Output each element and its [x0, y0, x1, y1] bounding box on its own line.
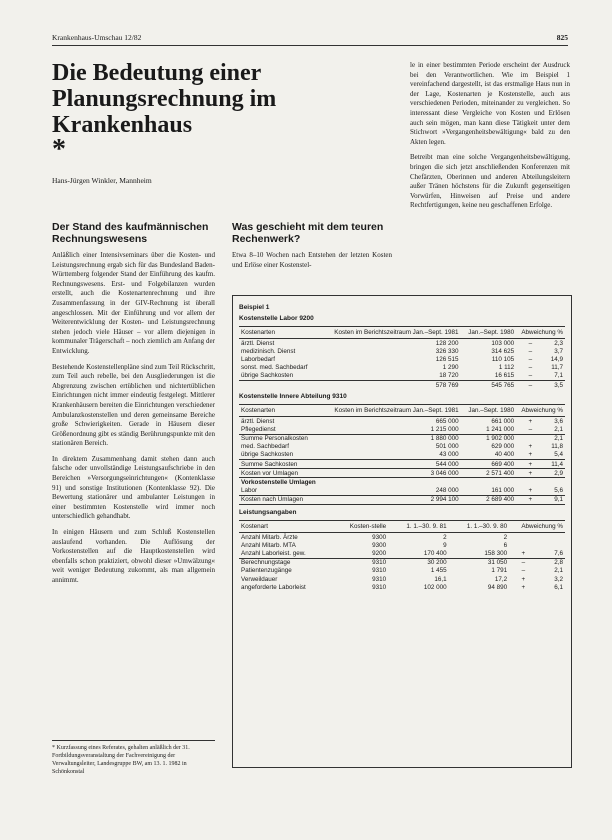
table-cell: 2,8	[527, 558, 565, 567]
table-cell: 43 000	[439, 451, 459, 459]
table-cell: +	[528, 417, 533, 425]
paragraph: In einigen Häusern und zum Schluß Kostenstellen auslaufend vorhanden. Die Auflösung der Vorkostenstellen auf die Hauptkostenstellen wird ebenfalls schon praktiziert, obwohl dieser »Umwälzung« weit weniger Bedeutung zukommt, als man allgemein annimmt.	[52, 528, 215, 584]
table-row: Vorkostenstelle Umlagen	[239, 478, 565, 487]
paragraph: In direktem Zusammenhang damit stehen dann auch falsche oder unvollständige Leistungsaufschriebe in den Bereichen »Versorgungseinrichtungen« (Kontenklasse 91) und sonstige Institutionen (Kontenklasse 92). Die Bewertung stationärer und ambulanter Leistungen in einer bestimmten Kostenstelle wird immer noch unterschiedlich gehandhabt.	[52, 454, 215, 521]
table-cell: 11,8	[551, 443, 563, 451]
table-cell: 110 105	[491, 355, 515, 363]
table-cell: angeforderte Laborleist	[241, 583, 306, 591]
running-header: Krankenhaus-Umschau 12/82	[52, 33, 142, 42]
page-number: 825	[556, 33, 568, 42]
table-cell: Anzahl Mitarb. Ärzte	[241, 533, 298, 541]
table-row: 578 769 545 765 – 3,5	[239, 380, 565, 389]
cost-table-innere	[239, 404, 565, 505]
table-cell: 2	[443, 533, 447, 541]
table-section-title: Leistungsangaben	[239, 509, 297, 516]
table-row	[239, 347, 565, 355]
table-cell: +	[521, 575, 526, 583]
footnote: * Kurzfassung eines Referates, gehalten anläßlich der 31. Fortbildungsveranstaltung der Fachvereinigung der Verwaltungsleiter, Landesgruppe BW, am 13. 1. 1982 in Schönkonstal	[52, 740, 215, 776]
table-cell	[509, 541, 527, 549]
table-cell: übrige Sachkosten	[241, 372, 294, 380]
table-cell: Anzahl Mitarb. MTA	[241, 541, 296, 549]
left-column	[52, 222, 215, 592]
table-cell: Verweildauer	[241, 575, 278, 583]
column-header: Abweichung %	[509, 521, 565, 533]
table-cell: 170 400	[423, 549, 447, 557]
table-cell: 3,2	[554, 575, 563, 583]
table-cell: 9300	[372, 533, 387, 541]
header-rule	[52, 45, 568, 46]
table-row	[239, 425, 565, 434]
table-cell: Berechnungstage	[239, 558, 333, 567]
cost-table-labor	[239, 326, 565, 389]
table-cell: 314 625	[491, 347, 515, 355]
table-cell: 661 000	[491, 417, 515, 425]
column-header: Kostenart	[239, 521, 333, 533]
table-cell: 102 000	[423, 583, 447, 591]
table-row: Kosten nach Umlagen 2 994 100 2 689 400 + 9,1	[241, 496, 563, 504]
table-title: Beispiel 1	[239, 304, 270, 311]
table-cell: 9310	[372, 575, 387, 583]
paragraph: Anläßlich einer Intensivseminars über die Kosten- und Leistungsrechnung ergab sich für das Bundesland Baden-Württemberg folgender Stand der Einführung des kaufm. Rechnungswesens. Erst- und Folgebilanzen wurden erstellt, auch die Kostenartenrechnung und ihre Zusammenfassung in der GIV-Rechnung ist überall angeschlossen. Mit der Einführung und vor allem der Weiterentwicklung der Kosten- und Leistungsrechnung stehen jedoch viele Häuser – vor allem diejenigen in kommunaler Trägerschaft – noch ziemlich am Anfang der Entwicklung.	[52, 251, 215, 355]
table-row	[239, 533, 565, 542]
column-header: Abweichung %	[516, 327, 565, 339]
table-cell: 9310	[372, 583, 387, 591]
table-cell: 501 000	[435, 443, 459, 451]
table-cell: 1 455	[430, 567, 447, 575]
table-cell: 1 215 000	[430, 425, 459, 433]
table-cell: +	[528, 451, 533, 459]
table-cell: 9	[443, 541, 447, 549]
table-cell: 103 000	[491, 339, 515, 347]
table-cell	[527, 533, 565, 542]
table-cell: 2,1	[554, 425, 563, 433]
table-cell: –	[528, 355, 533, 363]
table-row: Summe Personalkosten 1 880 000 1 902 000 2,1	[241, 435, 563, 443]
table-cell: med. Sachbedarf	[241, 443, 289, 451]
table-row	[239, 558, 565, 567]
table-cell: 326 330	[435, 347, 459, 355]
table-cell: medizinisch. Dienst	[241, 347, 296, 355]
table-cell: 2,3	[554, 339, 563, 347]
paragraph: Betreibt man eine solche Vergangenheitsbewältigung, bringen die sich jetzt anschließenden Konferenzen mit Chefärzten, Oberinnen und anderen Abteilungsleitern außer Tränen höchstens für die Zukunft gegenseitigen Vorwürfen, Hinweisen auf Preise und andere Rechtfertigungen, keine neu geschaffenen Erfolge.	[410, 153, 570, 210]
table-cell: 16 615	[494, 372, 515, 380]
table-cell: 2	[503, 533, 508, 541]
table-row: Labor 248 000 161 000 + 5,6	[241, 487, 563, 495]
table-cell: 9300	[372, 541, 387, 549]
table-cell: 31 050	[449, 558, 509, 567]
column-header: Kosten im Berichtszeitraum Jan.–Sept. 1981	[318, 405, 461, 417]
author-line: Hans-Jürgen Winkler, Mannheim	[52, 176, 152, 185]
table-cell	[527, 541, 565, 549]
performance-table	[239, 520, 565, 591]
table-cell: –	[528, 347, 533, 355]
table-row	[239, 364, 565, 372]
table-cell: –	[528, 339, 533, 347]
table-section-title: Kostenstelle Labor 9200	[239, 315, 314, 322]
column-header: 1. 1.–30. 9. 81	[388, 521, 448, 533]
table-row: Summe Sachkosten 544 000 669 400 + 11,4	[241, 460, 563, 468]
table-cell: ärztl. Dienst	[241, 339, 275, 347]
table-section-title: Kostenstelle Innere Abteilung 9310	[239, 393, 347, 401]
table-row	[239, 451, 565, 460]
table-row	[239, 575, 565, 583]
table-row	[239, 339, 565, 348]
table-cell: 9310	[333, 558, 388, 567]
column-header: Jan.–Sept. 1980	[461, 327, 517, 339]
table-row	[239, 355, 565, 363]
paragraph: le in einer bestimmten Periode erscheint der Ausdruck bei den Verantwortlichen. Wie im Beispiel 1 vereinfachend dargestellt, ist das erstmalige Haus nun in der Lage, Kostenarten je Kostenstelle, auch aus verschiedenen Perioden, miteinander zu vergleichen. So interessant diese Vergleiche von Kosten und Erlösen auch sein mögen, man kann diese Tätigkeit unter dem Stichwort »Vergangenheitsbewältigung« bald zu den Akten legen.	[410, 61, 570, 146]
table-cell: 1 791	[491, 567, 508, 575]
table-cell: 3,6	[554, 417, 563, 425]
table-row	[239, 372, 565, 381]
table-row	[239, 417, 565, 426]
table-row	[239, 567, 565, 575]
table-cell: 128 200	[435, 339, 459, 347]
paragraph: Bestehende Kostenstellenpläne sind zum Teil Rückschritt, zum Teil auch rebelle, bei den Ausgliederungen ist die Abgrenzung zwischen ertüblichen und nichtertüblichen Einrichtungen nicht immer eindeutig festgelegt. Mittlerer Krankenhäusern bereiten die Einrichtungen verschiedener Ambulanzkostenstellen und deren gemeinsame Bereiche große Schwierigkeiten. Gerade in Häusern dieser Größenordnung gibt es ständig Berührungspunkte mit den stationären Bereich.	[52, 362, 215, 448]
table-cell: 1 112	[498, 364, 515, 372]
column-header: 1. 1.–30. 9. 80	[449, 521, 509, 533]
table-cell: 126 515	[435, 355, 459, 363]
column-header: Abweichung %	[516, 405, 565, 417]
table-cell: sonst. med. Sachbedarf	[241, 364, 308, 372]
middle-column	[232, 222, 392, 276]
column-header: Kostenarten	[239, 405, 318, 417]
table-cell: 30 200	[388, 558, 448, 567]
table-cell: 158 300	[484, 549, 508, 557]
table-cell: 18 720	[439, 372, 459, 380]
table-cell: Patientenzugänge	[241, 567, 292, 575]
column-header: Kosten im Berichtszeitraum Jan.–Sept. 1981	[318, 327, 461, 339]
paragraph: Etwa 8–10 Wochen nach Entstehen der letzten Kosten und Erlöse einer Kostenstel-	[232, 251, 392, 269]
column-header: Kostenarten	[239, 327, 318, 339]
right-column	[410, 61, 570, 217]
table-row	[239, 541, 565, 549]
article-title: Die Bedeutung einer Planungsrechnung im Krankenhaus	[52, 60, 277, 138]
example-table-box	[232, 295, 572, 768]
section-heading: Was geschieht mit dem teuren Rechenwerk?	[232, 221, 384, 245]
table-cell: 2,1	[554, 567, 563, 575]
table-row: Kosten vor Umlagen 3 046 000 2 571 400 + 2,9	[241, 469, 563, 477]
table-cell: 5,4	[554, 451, 563, 459]
table-cell: –	[521, 567, 526, 575]
table-cell: 3,7	[554, 347, 563, 355]
table-cell: übrige Sachkosten	[241, 451, 294, 459]
table-cell: 11,7	[551, 364, 563, 372]
table-cell: 1 290	[442, 364, 459, 372]
table-cell: –	[528, 364, 533, 372]
table-cell: –	[509, 558, 527, 567]
table-cell: 9200	[372, 549, 387, 557]
table-cell: +	[528, 443, 533, 451]
table-cell: ärztl. Dienst	[241, 417, 275, 425]
table-cell: 1 241 000	[486, 425, 515, 433]
table-cell: 7,6	[554, 549, 563, 557]
table-cell: 629 000	[491, 443, 515, 451]
table-cell: 40 400	[494, 451, 515, 459]
table-cell: 6	[503, 541, 508, 549]
table-cell: –	[528, 372, 533, 380]
table-cell: +	[521, 583, 526, 591]
table-cell: 6,1	[554, 583, 563, 591]
column-header: Jan.–Sept. 1980	[461, 405, 517, 417]
table-cell: 665 000	[435, 417, 459, 425]
table-cell: Pflegedienst	[241, 425, 276, 433]
table-cell: 94 890	[487, 583, 508, 591]
table-row	[239, 549, 565, 558]
table-cell: –	[528, 425, 533, 433]
table-cell	[509, 533, 527, 542]
table-cell: Anzahl Laborleist. gew.	[241, 549, 306, 557]
table-row	[239, 443, 565, 451]
title-asterisk: *	[52, 134, 66, 165]
table-cell: 17,2	[494, 575, 508, 583]
column-header: Kosten-stelle	[333, 521, 388, 533]
table-row	[239, 583, 565, 591]
table-cell: 7,1	[554, 372, 563, 380]
table-cell: 16,1	[434, 575, 447, 583]
table-cell: +	[521, 549, 526, 557]
table-cell: Laborbedarf	[241, 355, 275, 363]
table-cell: 14,9	[550, 355, 563, 363]
section-heading: Der Stand des kaufmännischen Rechnungswesens	[52, 221, 209, 245]
table-cell: 9310	[372, 567, 387, 575]
